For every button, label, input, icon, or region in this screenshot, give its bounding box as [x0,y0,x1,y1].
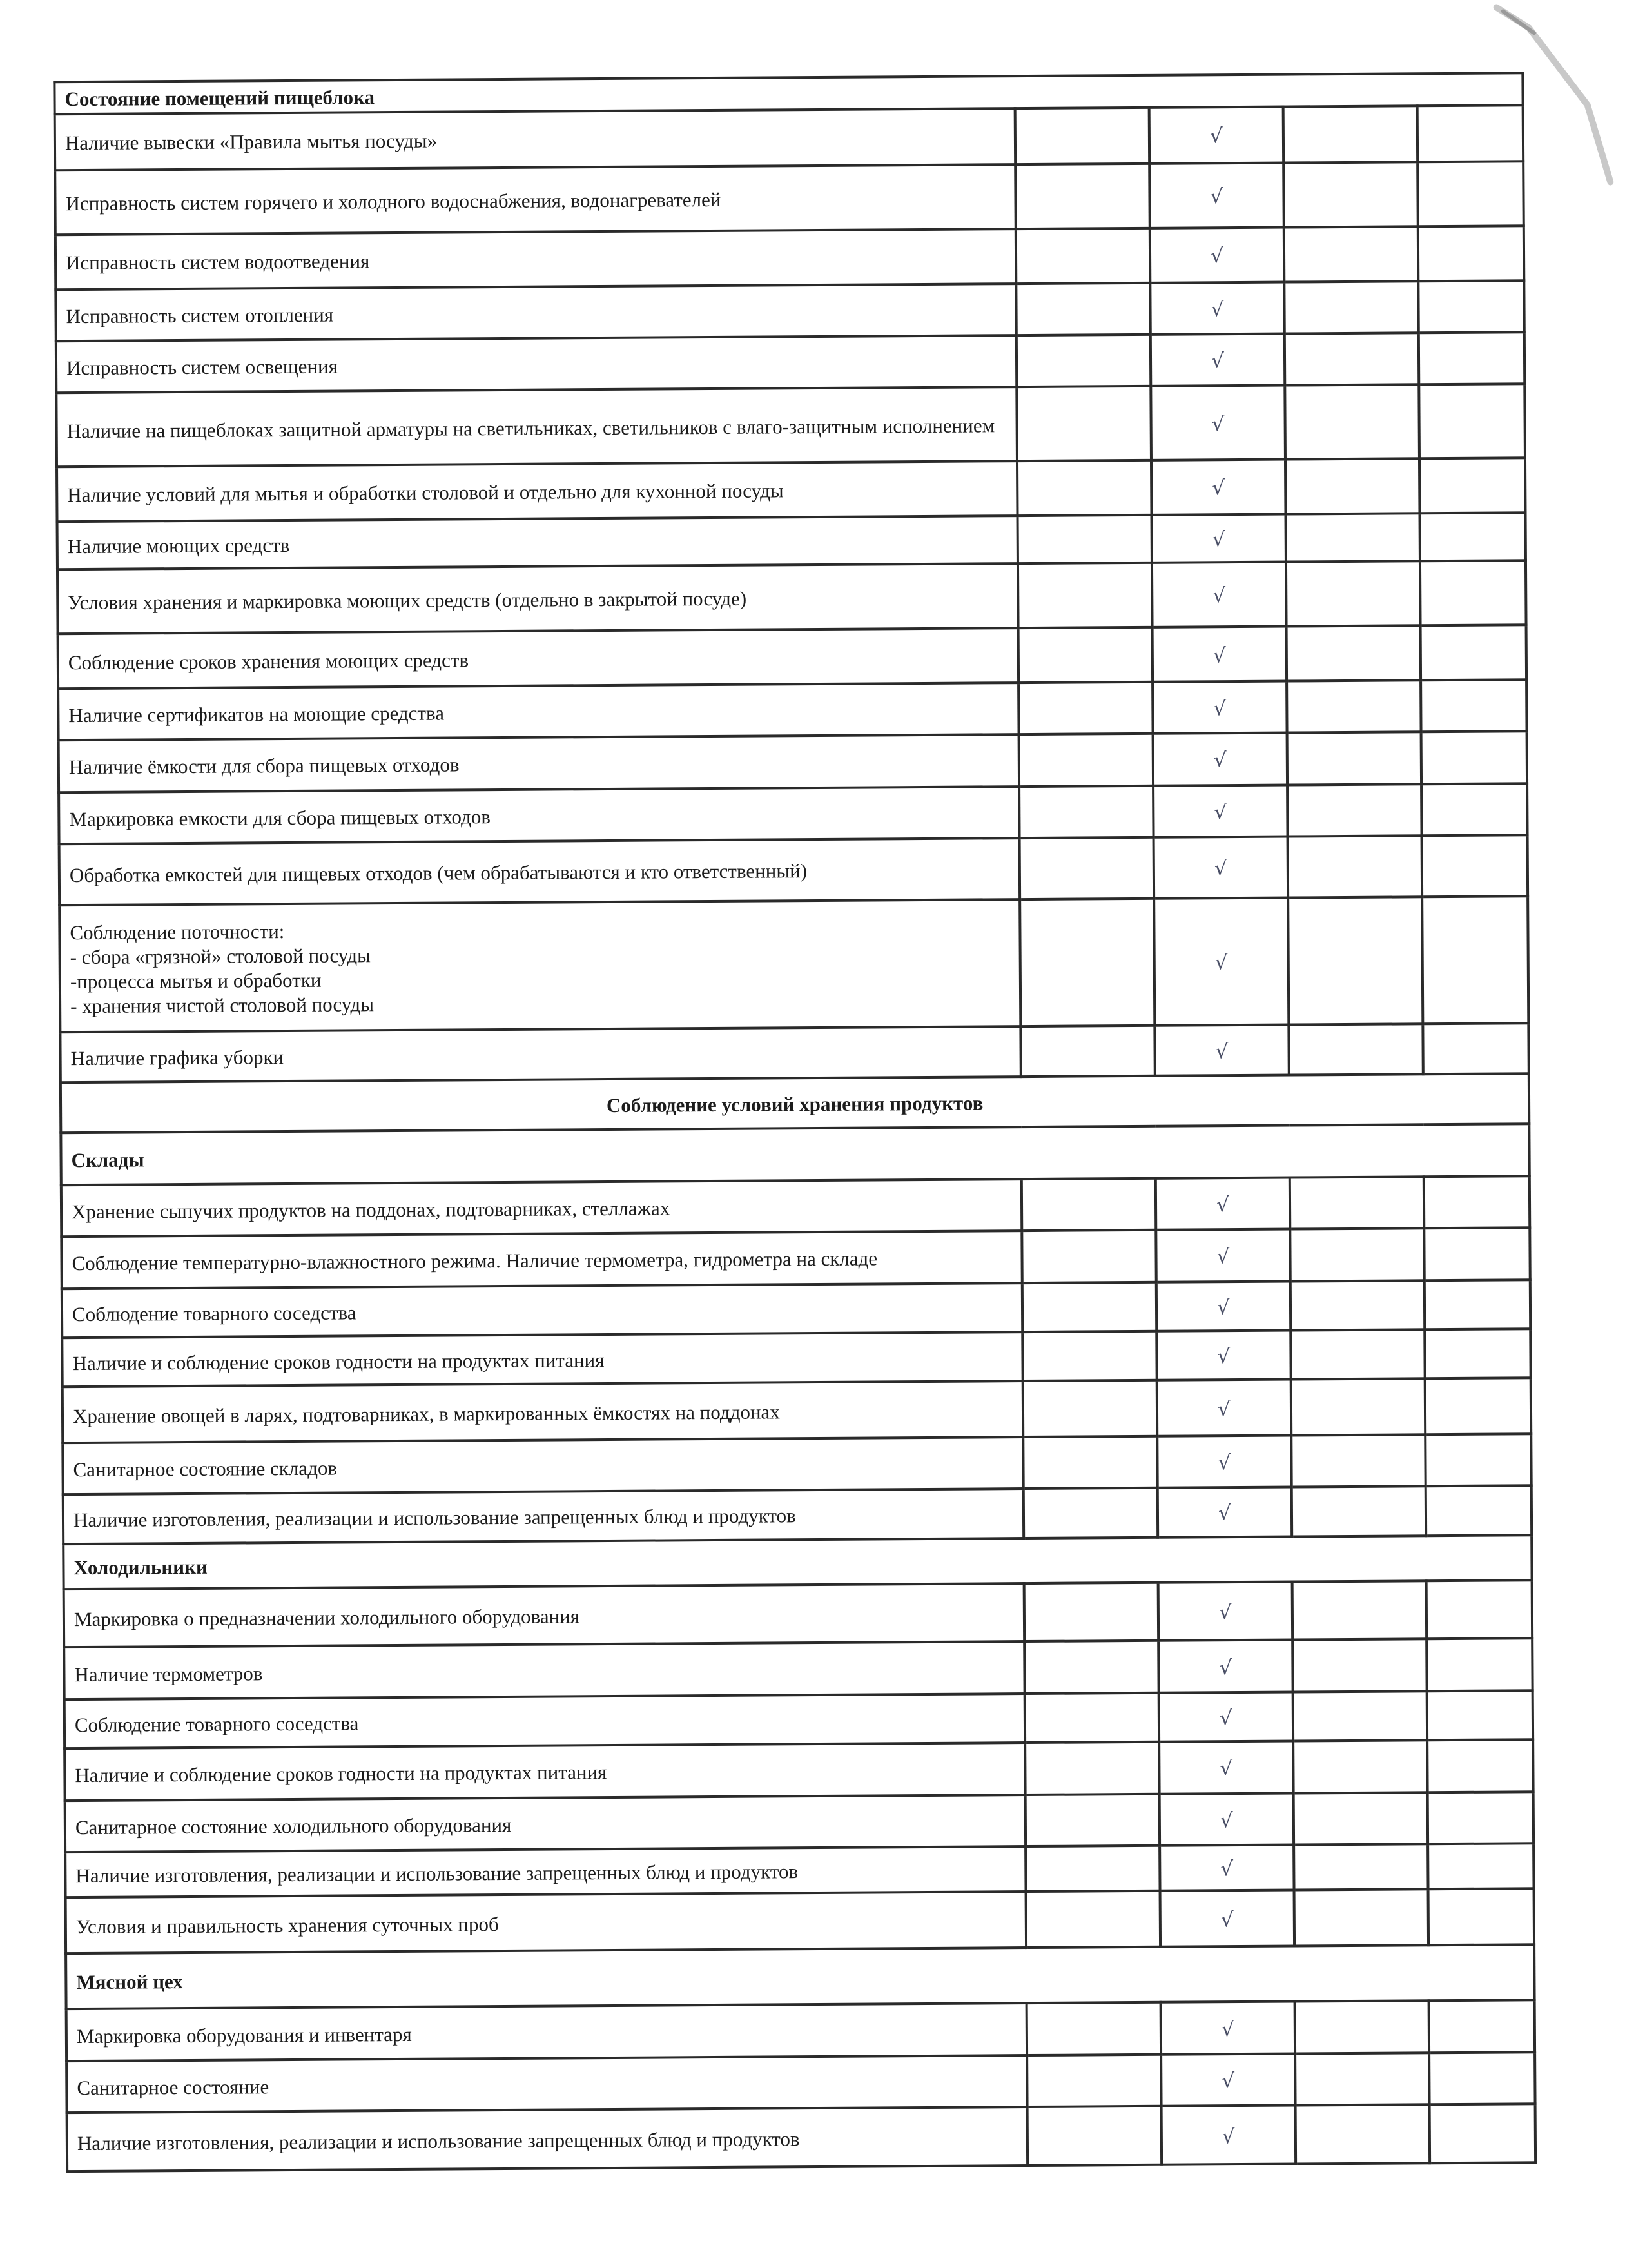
empty-cell [1428,1843,1533,1889]
check-mark: √ [1159,1741,1293,1794]
empty-cell [1423,1023,1529,1074]
criterion-line: -процесса мытья и обработки [70,968,322,993]
criterion-label: Санитарное состояние [66,2055,1027,2113]
empty-cell [1017,460,1152,516]
table-row [64,1639,1532,1699]
empty-cell [1026,1891,1161,1948]
table-row [61,1176,1530,1237]
section-row [66,1944,1535,2009]
criterion-label: Наличие ёмкости для сбора пищевых отходов [59,734,1019,792]
criterion-label: Маркировка емкости для сбора пищевых отходов [59,787,1019,845]
empty-cell [1292,1581,1427,1640]
empty-cell [1284,281,1418,334]
section-title-refrigerators: Холодильники [63,1535,1532,1589]
criterion-label: Исправность систем освещения [56,335,1017,393]
criterion-label: Исправность систем горячего и холодного водоснабжения, водонагревателей [55,164,1016,235]
empty-cell [1025,1742,1159,1795]
empty-cell [1023,1436,1157,1489]
empty-cell [1018,627,1153,683]
table-row [55,226,1524,289]
table-row [58,679,1526,740]
empty-cell [1291,1379,1426,1436]
table-row [57,513,1526,569]
criterion-line: - сбора «грязной» столовой посуды [70,944,371,969]
empty-cell [1023,1380,1158,1437]
criterion-label: Наличие термометров [64,1642,1024,1700]
empty-cell [1287,784,1421,837]
empty-cell [1020,898,1154,1026]
check-mark: √ [1153,785,1287,837]
check-mark: √ [1151,386,1285,460]
check-mark: √ [1159,1692,1293,1742]
criterion-label: Исправность систем водоотведения [55,229,1016,289]
empty-cell [1422,835,1528,896]
inspection-checklist-table [53,72,1537,2173]
check-mark: √ [1161,2002,1295,2055]
empty-cell [1291,1434,1425,1487]
check-mark: √ [1156,1229,1290,1282]
check-mark: √ [1162,2106,1296,2165]
criterion-label: Условия и правильность хранения суточных проб [66,1892,1027,1953]
empty-cell [1018,563,1153,629]
empty-cell [1295,2053,1429,2106]
table-row [66,2000,1535,2061]
empty-cell [1287,732,1421,785]
empty-cell [1422,896,1528,1024]
empty-cell [1425,1329,1531,1378]
empty-cell [1287,680,1421,733]
empty-cell [1428,1792,1534,1844]
check-mark: √ [1150,228,1285,283]
empty-cell [1421,625,1527,680]
empty-cell [1294,1844,1428,1890]
criterion-label: Исправность систем отопления [55,284,1016,342]
empty-cell [1294,1890,1429,1946]
heading-row [61,1073,1529,1133]
criterion-line: - хранения чистой столовой посуды [70,993,375,1018]
check-mark: √ [1151,460,1286,515]
criterion-label: Наличие сертификатов на моющие средства [58,683,1018,741]
empty-cell [1419,513,1525,561]
check-mark: √ [1153,733,1287,786]
check-mark: √ [1154,897,1289,1025]
criterion-label: Наличие изготовления, реализации и использование запрещенных блюд и продуктов [65,1846,1026,1897]
empty-cell [1283,106,1418,163]
empty-cell [1425,1378,1532,1434]
table-row [59,732,1527,792]
empty-cell [1290,1177,1424,1229]
empty-cell [1425,1280,1531,1329]
criterion-label: Соблюдение температурно-влажностного режима. Наличие термометра, гидрометра на складе [61,1231,1022,1289]
empty-cell [1290,1228,1424,1281]
check-mark: √ [1149,107,1284,164]
empty-cell [1022,1282,1156,1332]
empty-cell [1016,282,1150,335]
table-row [66,2052,1535,2113]
criterion-label: Обработка емкостей для пищевых отходов (чем обрабатываются и кто ответственный) [59,838,1020,905]
empty-cell [1428,1889,1535,1945]
check-mark: √ [1153,681,1287,734]
check-mark: √ [1158,1582,1293,1641]
empty-cell [1290,1280,1425,1331]
table-row [59,896,1528,1032]
empty-cell [1426,1485,1532,1535]
empty-cell [1419,332,1525,384]
table-row [60,1023,1528,1082]
criterion-label: Наличие и соблюдение сроков годности на продуктах питания [62,1332,1022,1387]
criterion-line: Соблюдение поточности: [70,920,285,944]
empty-cell [1427,1690,1533,1740]
criterion-label: Маркировка оборудования и инвентаря [66,2003,1027,2061]
table-row [63,1434,1531,1494]
empty-cell [1285,385,1419,460]
empty-cell [1027,2055,1161,2107]
criterion-label: Наличие на пищеблоках защитной арматуры на светильниках, светильников с влаго-защитным исполнением [56,387,1017,467]
empty-cell [1429,2052,1535,2104]
empty-cell [1430,2104,1536,2163]
table-row [58,625,1527,689]
check-mark: √ [1157,1380,1292,1436]
empty-cell [1419,384,1525,459]
check-mark: √ [1160,1793,1294,1846]
section-row [61,1124,1529,1185]
empty-cell [1018,514,1152,563]
empty-cell [1424,1227,1530,1280]
empty-cell [1286,561,1421,627]
table-row [64,1580,1533,1647]
empty-cell [1015,164,1150,230]
criterion-label: Санитарное состояние складов [63,1437,1023,1495]
table-row [59,783,1527,844]
table-row [56,332,1524,393]
table-row [56,384,1525,467]
empty-cell [1019,734,1153,787]
check-mark: √ [1160,1845,1294,1892]
table-row [66,1889,1535,1953]
table-row [65,1792,1533,1852]
empty-cell [1417,106,1524,162]
table-row [63,1485,1532,1543]
check-mark: √ [1160,1890,1295,1947]
section-heading-food-storage: Соблюдение условий хранения продуктов [61,1073,1529,1133]
check-mark: √ [1161,2053,1295,2106]
empty-cell [1289,1024,1423,1075]
check-mark: √ [1152,514,1286,563]
table-row [63,1378,1532,1443]
check-mark: √ [1158,1487,1292,1538]
table-row [55,161,1524,235]
empty-cell [1025,1693,1159,1743]
criterion-label: Санитарное состояние холодильного оборудования [65,1795,1026,1853]
check-mark: √ [1156,1281,1290,1331]
empty-cell [1020,837,1154,899]
empty-cell [1285,513,1419,562]
section-title-warehouses: Склады [61,1124,1529,1185]
empty-cell [1418,280,1524,333]
empty-cell [1022,1331,1156,1382]
empty-cell [1295,2001,1429,2054]
empty-cell [1425,1434,1532,1486]
table-row [57,560,1526,634]
empty-cell [1426,1580,1533,1639]
empty-cell [1427,1739,1533,1792]
table-row [57,458,1526,521]
check-mark: √ [1151,334,1285,387]
empty-cell [1296,2104,1430,2164]
criterion-label: Условия хранения и маркировка моющих средств (отдельно в закрытой посуде) [57,563,1018,634]
empty-cell [1288,897,1423,1024]
empty-cell [1294,1792,1428,1845]
empty-cell [1024,1488,1158,1538]
empty-cell [1293,1691,1427,1741]
table-row [61,1227,1530,1288]
empty-cell [1420,560,1526,626]
empty-cell [1421,783,1528,836]
empty-cell [1026,1794,1160,1846]
empty-cell [1017,386,1151,461]
table-row [55,106,1524,170]
empty-cell [1018,682,1153,735]
table-row [55,280,1524,341]
empty-cell [1283,162,1418,228]
empty-cell [1024,1583,1159,1642]
table-row [67,2104,1536,2171]
empty-cell [1292,1639,1426,1692]
criterion-label: Соблюдение сроков хранения моющих средств [58,628,1018,689]
empty-cell [1017,335,1151,387]
empty-cell [1292,1486,1426,1536]
criterion-label-multiline [59,899,1020,1032]
empty-cell [1287,626,1421,681]
empty-cell [1419,458,1526,513]
empty-cell [1022,1178,1156,1231]
empty-cell [1024,1641,1158,1694]
section-title-meat-shop: Мясной цех [66,1944,1535,2009]
table-row [64,1690,1533,1748]
empty-cell [1424,1176,1530,1228]
empty-cell [1015,108,1150,164]
check-mark: √ [1158,1640,1292,1693]
check-mark: √ [1150,282,1284,335]
criterion-label: Наличие и соблюдение сроков годности на продуктах питания [64,1743,1025,1801]
criterion-label: Наличие условий для мытья и обработки столовой и отдельно для кухонной посуды [57,461,1017,522]
check-mark: √ [1153,627,1287,682]
empty-cell [1293,1741,1427,1794]
empty-cell [1016,228,1151,284]
check-mark: √ [1152,562,1287,627]
criterion-label: Хранение сыпучих продуктов на поддонах, подтоварниках, стеллажах [61,1179,1022,1237]
criterion-label: Соблюдение товарного соседства [62,1283,1022,1338]
empty-cell [1417,161,1524,227]
empty-cell [1020,1025,1154,1077]
empty-cell [1019,785,1153,838]
empty-cell [1022,1230,1156,1283]
table-row [59,835,1528,904]
criterion-label: Наличие изготовления, реализации и использование запрещенных блюд и продуктов [67,2107,1028,2171]
check-mark: √ [1157,1435,1291,1488]
empty-cell [1418,226,1524,281]
empty-cell [1284,227,1419,282]
empty-cell [1027,2106,1162,2165]
criterion-label: Соблюдение товарного соседства [64,1694,1025,1748]
empty-cell [1285,458,1420,514]
check-mark: √ [1156,1177,1290,1230]
empty-cell [1290,1329,1425,1380]
check-mark: √ [1149,162,1284,228]
criterion-label: Хранение овощей в ларях, подтоварниках, в маркированных ёмкостях на поддонах [63,1381,1024,1443]
empty-cell [1288,836,1423,897]
empty-cell [1426,1639,1533,1691]
section-title-kitchen-premises: Состояние помещений пищеблока [54,73,1523,114]
empty-cell [1026,1846,1160,1892]
criterion-label: Наличие графика уборки [60,1026,1020,1083]
check-mark: √ [1156,1331,1290,1381]
table-row [64,1739,1533,1800]
criterion-label: Маркировка о предназначении холодильного оборудования [64,1583,1025,1648]
empty-cell [1027,2002,1161,2055]
table-row [62,1329,1530,1387]
check-mark: √ [1154,837,1289,899]
criterion-label: Наличие изготовления, реализации и использование запрещенных блюд и продуктов [63,1489,1024,1543]
empty-cell [1421,679,1527,732]
empty-cell [1421,732,1528,784]
check-mark: √ [1154,1024,1289,1076]
criterion-label: Наличие моющих средств [57,516,1018,569]
criterion-label: Наличие вывески «Правила мытья посуды» [55,108,1016,170]
table-row [62,1280,1530,1338]
empty-cell [1285,333,1419,386]
empty-cell [1429,2000,1535,2053]
